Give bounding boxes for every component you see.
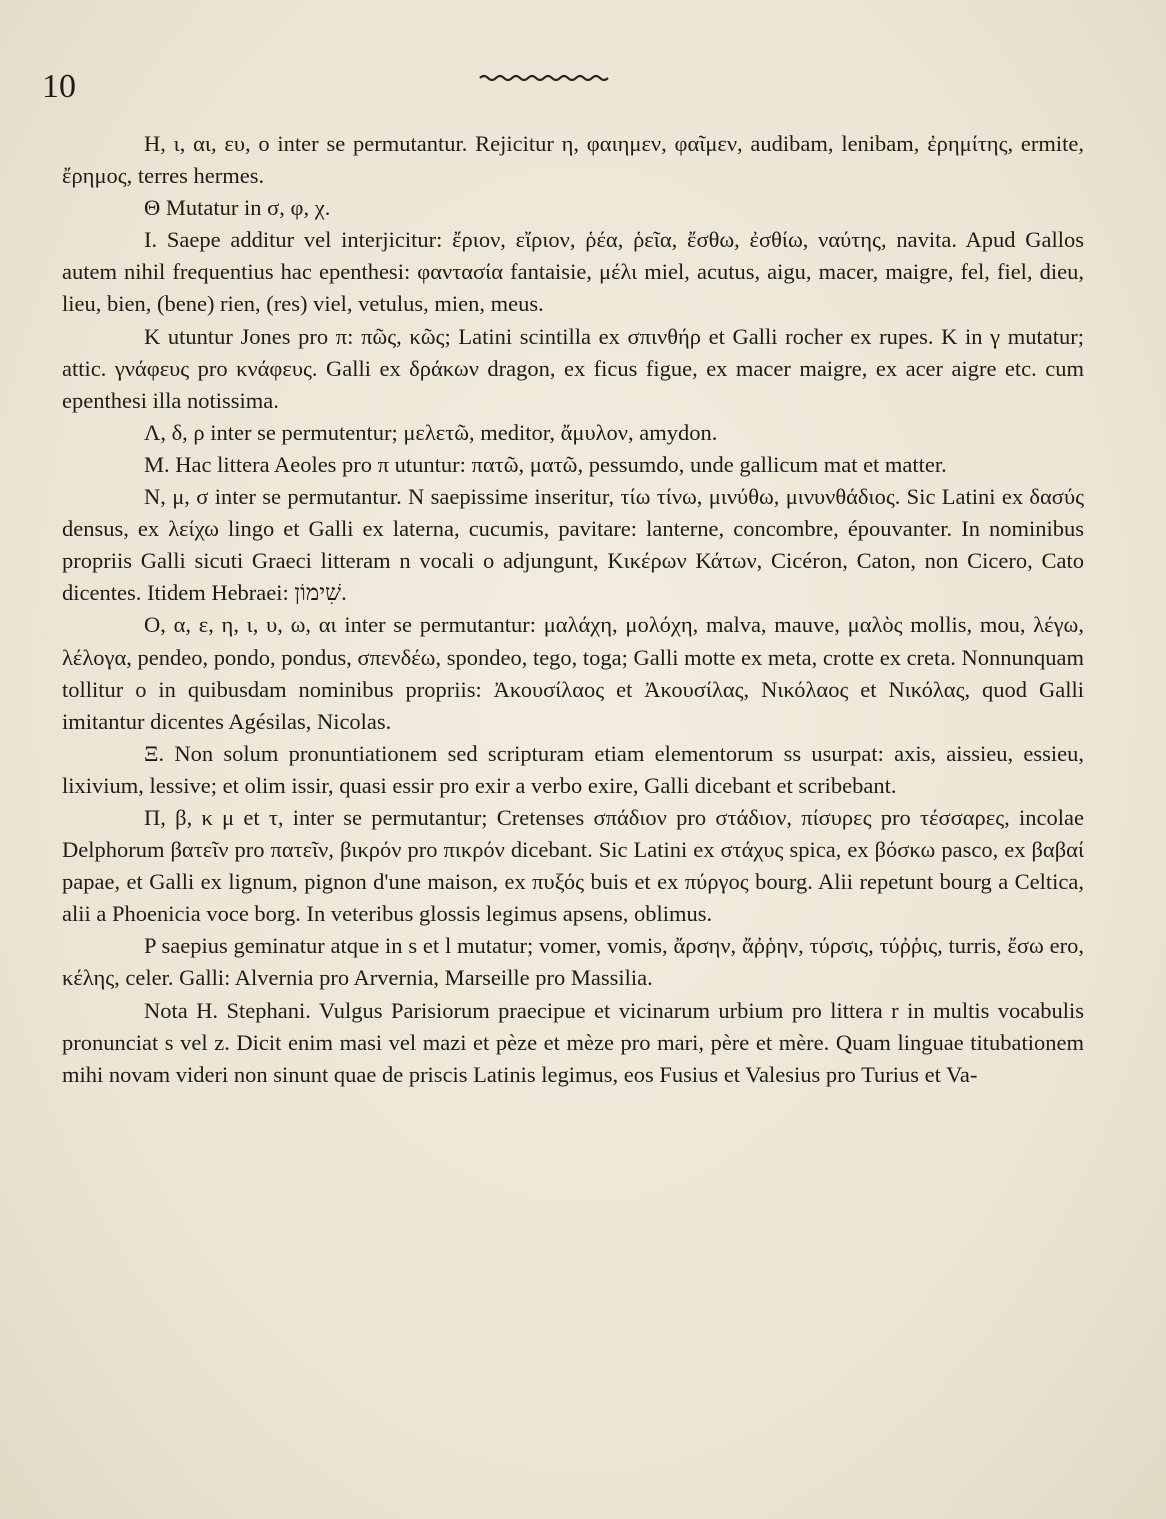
paragraph-rho: P saepius geminatur atque in s et l mutatur; vomer, vomis, ἄρσην, ἄῤῥην, τύρσις, τύῤῥις, turris, ἔσω ero, κέλης, celer. Galli: Alvernia pro Arvernia, Marseille pro Massilia. xyxy=(62,933,1084,991)
body-text xyxy=(62,128,1084,1091)
ornament-icon xyxy=(478,74,614,82)
paragraph-m: M. Hac littera Aeoles pro π utuntur: πατῶ, ματῶ, pessumdo, unde gallicum mat et matter. xyxy=(144,451,947,477)
paragraph-i: I. Saepe additur vel interjicitur: ἔριον, εἴριον, ῥέα, ῥεῖα, ἔσθω, ἐσθίω, ναύτης, navita. Apud Gallos autem nihil frequentius hac epenthesi: φαντασία fantaisie, μέλι miel, acutus, aigu, macer, maigre, fel, fiel, dieu, lieu, bien, (bene) rien, (res) viel, vetulus, mien, meus. xyxy=(62,227,1084,317)
paragraph-pi: Π, β, κ μ et τ, inter se permutantur; Cretenses σπάδιον pro στάδιον, πίσυρες pro τέσσαρες, incolae Delphorum βατεῖν pro πατεῖν, βικρόν pro πικρόν dicebant. Sic Latini ex στάχυς spica, ex βόσκω pasco, ex βαβαί papae, et Galli ex lignum, pignon d'une maison, ex πυξός buis et ex πύργος bourg. Alii repetunt bourg a Celtica, alii a Phoenicia voce borg. In veteribus glossis legimus apsens, oblimus. xyxy=(62,804,1084,927)
paragraph-theta: Θ Mutatur in σ, φ, χ. xyxy=(144,195,331,221)
paragraph-xi: Ξ. Non solum pronuntiationem sed scripturam etiam elementorum ss usurpat: axis, aissieu, essieu, lixivium, lessive; et olim issir, quasi essir pro exir a verbo exire, Galli dicebant et scribebant. xyxy=(62,740,1084,798)
paragraph-lambda: Λ, δ, ρ inter se permutentur; μελετῶ, meditor, ἄμυλον, amydon. xyxy=(144,419,718,445)
paragraph-h: H, ι, αι, ευ, ο inter se permutantur. Rejicitur η, φαιημεν, φαῖμεν, audibam, lenibam, ἐρημίτης, ermite, ἔρημος, terres hermes. xyxy=(62,131,1084,189)
paragraph-o: O, α, ε, η, ι, υ, ω, αι inter se permutantur: μαλάχη, μολόχη, malva, mauve, μαλὸς mollis, mou, λέγω, λέλογα, pendeo, pondo, pondus, σπενδέω, spondeo, tego, toga; Galli motte ex meta, crotte ex creta. Nonnunquam tollitur o in quibusdam nominibus propriis: Ἀκουσίλαος et Ἀκουσίλας, Νικόλαος et Νικόλας, quod Galli imitantur dicentes Agésilas, Nicolas. xyxy=(62,612,1085,734)
page-number: 10 xyxy=(42,68,76,105)
paragraph-nota: Nota H. Stephani. Vulgus Parisiorum praecipue et vicinarum urbium pro littera r in multis vocabulis pronunciat s vel z. Dicit enim masi vel mazi et pèze et mèze pro mari, père et mère. Quam linguae titubationem mihi novam videri non sinunt quae de priscis Latinis legimus, eos Fusius et Valesius pro Turius et Va- xyxy=(62,997,1084,1087)
paragraph-k: K utuntur Jones pro π: πῶς, κῶς; Latini scintilla ex σπινθήρ et Galli rocher ex rupes. K in γ mutatur; attic. γνάφευς pro κνάφευς. Galli ex δράκων dragon, ex ficus figue, ex macer maigre, ex acer aigre etc. cum epenthesi illa notissima. xyxy=(62,323,1084,413)
paragraph-n: N, μ, σ inter se permutantur. N saepissime inseritur, τίω τίνω, μινύθω, μινυνθάδιος. Sic Latini ex δασύς densus, ex λείχω lingo et Galli ex laterna, cucumis, pavitare: lanterne, concombre, épouvanter. In nominibus propriis Galli sicuti Graeci litteram n vocali o adjungunt, Κικέρων Κάτων, Cicéron, Caton, non Cicero, Cato dicentes. Itidem Hebraei: שִׁימוֹן. xyxy=(62,484,1084,606)
